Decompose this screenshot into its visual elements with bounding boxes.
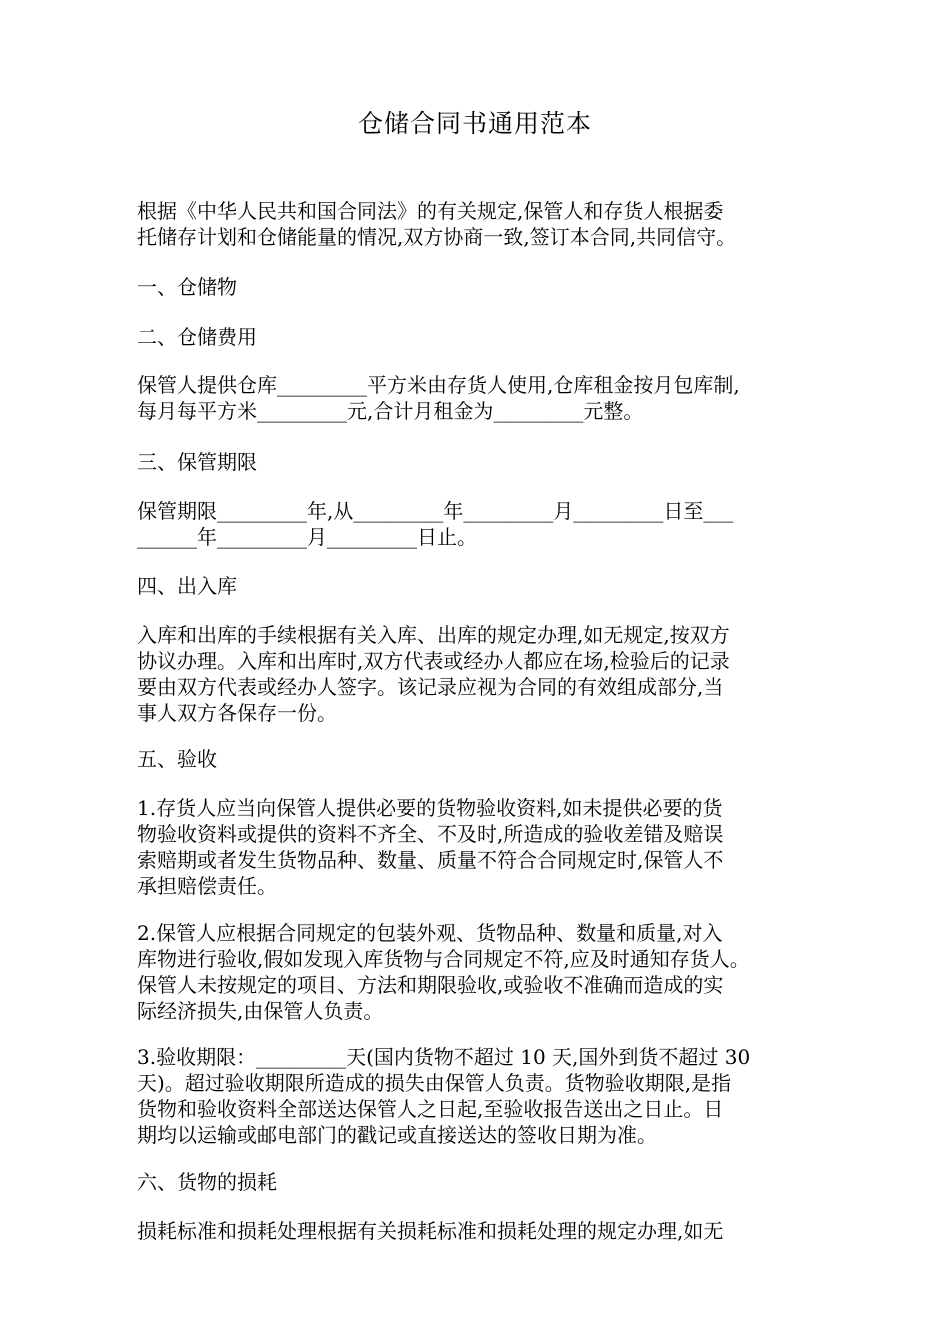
inspection-item-3: 3.验收期限：_________天(国内货物不超过 10 天,国外到货不超过 30 天)。超过验收期限所造成的损失由保管人负责。货物验收期限,是指 货物和验收资料全部送达保管人之日起,至验收报告送出之日止。日 期均以运输或邮电部门的戳记或直接送达的签收日期为准。 (137, 1045, 751, 1147)
section-heading-3: 三、保管期限 (137, 450, 257, 474)
loss-paragraph: 损耗标准和损耗处理根据有关损耗标准和损耗处理的规定办理,如无 (137, 1219, 724, 1243)
in-out-paragraph: 入库和出库的手续根据有关入库、出库的规定办理,如无规定,按双方 协议办理。入库和出库时,双方代表或经办人都应在场,检验后的记录 要由双方代表或经办人签字。该记录应视为合同的有效组成部分,当 事人双方各保存一份。 (137, 623, 730, 725)
section-heading-2: 二、仓储费用 (137, 325, 257, 349)
inspection-item-2: 2.保管人应根据合同规定的包装外观、货物品种、数量和质量,对入 库物进行验收,假如发现入库货物与合同规定不符,应及时通知存货人。 保管人未按规定的项目、方法和期限验收,或验收不准确而造成的实 际经济损失,由保管人负责。 (137, 921, 750, 1023)
intro-paragraph: 根据《中华人民共和国合同法》的有关规定,保管人和存货人根据委 托储存计划和仓储能量的情况,双方协商一致,签订本合同,共同信守。 (137, 199, 737, 249)
storage-fee-paragraph: 保管人提供仓库_________平方米由存货人使用,仓库租金按月包库制, 每月每平方米_________元,合计月租金为_________元整。 (137, 373, 740, 423)
inspection-item-1: 1.存货人应当向保管人提供必要的货物验收资料,如未提供必要的货 物验收资料或提供的资料不齐全、不及时,所造成的验收差错及赔误 索赔期或者发生货物品种、数量、质量不符合合同规定时,保管人不 承担赔偿责任。 (137, 796, 724, 898)
section-heading-1: 一、仓储物 (137, 275, 237, 299)
document-title: 仓储合同书通用范本 (357, 109, 592, 138)
section-heading-5: 五、验收 (137, 747, 217, 771)
storage-period-paragraph: 保管期限_________年,从_________年_________月_________日至___ ______年_________月_________日止。 (137, 499, 734, 549)
section-heading-6: 六、货物的损耗 (137, 1170, 277, 1194)
section-heading-4: 四、出入库 (137, 574, 237, 598)
